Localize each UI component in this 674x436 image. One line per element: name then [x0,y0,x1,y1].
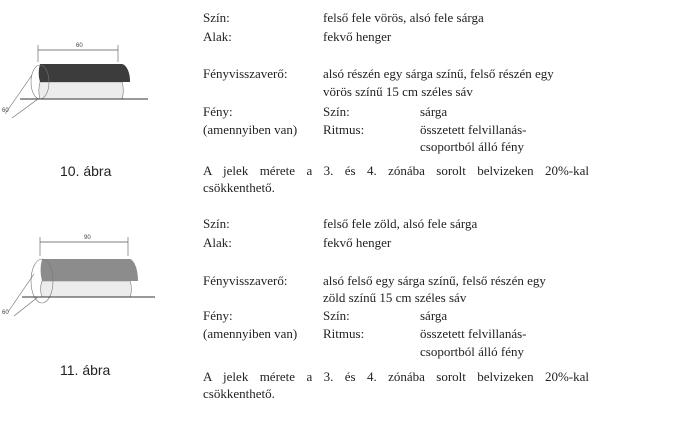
spec-label-light-note: (amennyiben van) [203,326,298,341]
figure-10-dim-diameter: 60 [2,108,9,114]
spec-label-light: Fény: [203,308,233,323]
figure-10-drawing [0,30,170,160]
spec-label-light-rhythm: Ritmus: [323,326,365,341]
spec-note-1: A jelek mérete a 3. és 4. zónába sorolt belvizeken 20%-kal [203,163,589,178]
figure-11-dim-diameter: 60 [2,310,9,316]
figure-11-caption: 11. ábra [60,362,111,378]
spec-value-shape: fekvő henger [323,235,392,250]
spec-value-light-rhythm-1: összetett felvillanás- [420,326,527,341]
spec-value-reflector-1: alsó felső egy sárga színű, felső részén egy [323,273,546,288]
figure-10-dim-length: 60 [76,43,83,49]
figure-10-bottom-half [39,82,123,99]
spec-label-reflector: Fényvisszaverő: [203,66,288,81]
spec-label-light-rhythm: Ritmus: [323,122,365,137]
spec-value-light-color: sárga [420,104,448,119]
spec-value-reflector-2: vörös színű 15 cm széles sáv [323,84,473,99]
spec-label-light-color: Szín: [323,104,350,119]
spec-label-color: Szín: [203,10,230,25]
spec-label-light-color: Szín: [323,308,350,323]
spec-label-light-note: (amennyiben van) [203,122,298,137]
spec-label-color: Szín: [203,216,230,231]
figure-10-top-half [39,64,130,82]
figure-10-caption: 10. ábra [60,163,112,179]
spec-label-reflector: Fényvisszaverő: [203,273,288,288]
figure-11-top-half [41,259,138,281]
spec-value-reflector-1: alsó részén egy sárga színű, felső részén egy [323,66,554,81]
spec-note-1: A jelek mérete a 3. és 4. zónába sorolt belvizeken 20%-kal [203,369,589,384]
spec-note-2: csökkenthető. [203,180,275,195]
figure-11-drawing [0,222,170,352]
spec-value-shape: fekvő henger [323,29,392,44]
spec-value-reflector-2: zöld színű 15 cm széles sáv [323,290,467,305]
spec-label-shape: Alak: [203,235,232,250]
figure-11-bottom-half [41,281,132,297]
spec-note-2: csökkenthető. [203,386,275,401]
spec-label-shape: Alak: [203,29,232,44]
figure-11-dim-length: 90 [84,235,91,241]
spec-value-light-rhythm-2: csoportból álló fény [420,344,524,359]
spec-value-color: felső fele vörös, alsó fele sárga [323,10,484,25]
spec-value-light-color: sárga [420,308,448,323]
spec-value-light-rhythm-2: csoportból álló fény [420,139,524,154]
spec-label-light: Fény: [203,104,233,119]
spec-value-light-rhythm-1: összetett felvillanás- [420,122,527,137]
spec-value-color: felső fele zöld, alsó fele sárga [323,216,478,231]
